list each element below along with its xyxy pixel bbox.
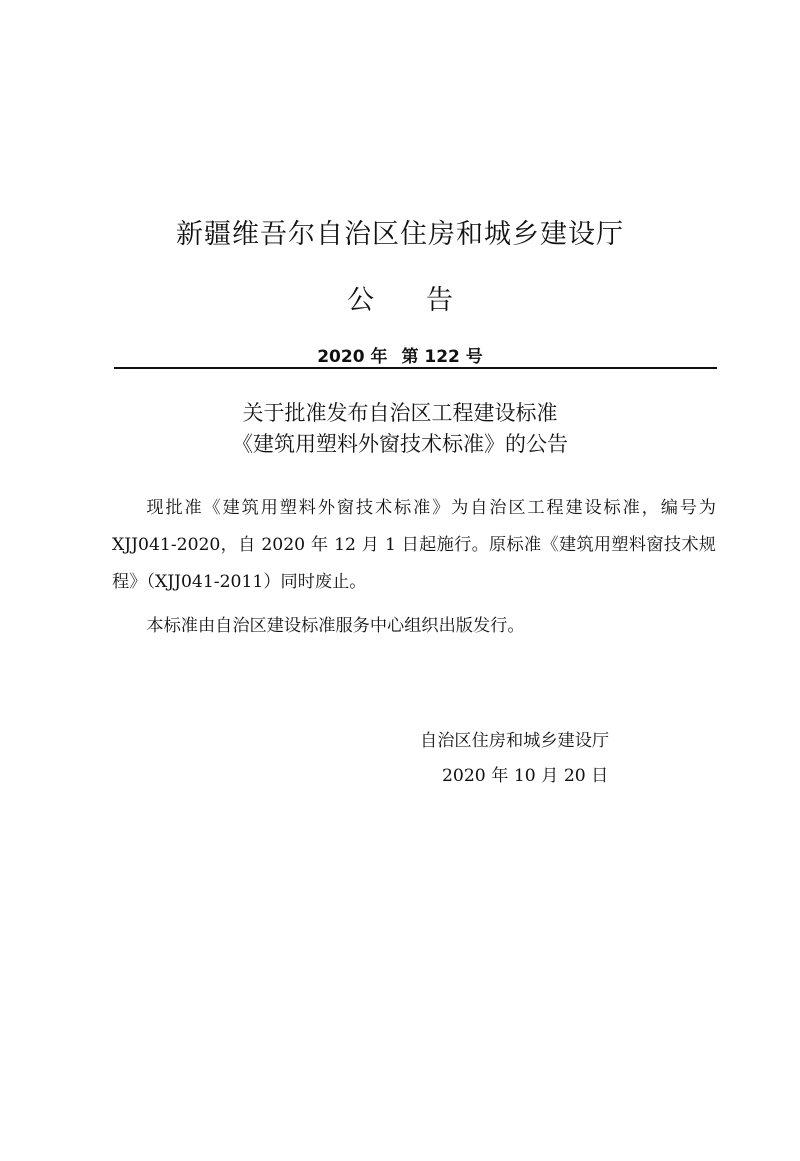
subject-line-1: 关于批准发布自治区工程建设标准 (242, 401, 558, 425)
document-type-char-1: 公 (347, 285, 374, 316)
signature-date: 2020 年 10 月 20 日 (442, 766, 609, 786)
signature-block (420, 724, 609, 794)
header-divider (114, 367, 717, 369)
document-number: 第 122 号 (401, 347, 483, 367)
notice-body (112, 490, 716, 652)
subject-line-2: 《建筑用塑料外窗技术标准》的公告 (232, 432, 568, 456)
issuing-authority: 新疆维吾尔自治区住房和城乡建设厅 (176, 219, 624, 250)
body-paragraph-2: 本标准由自治区建设标准服务中心组织出版发行。 (146, 616, 525, 636)
document-type-heading (0, 278, 800, 317)
document-year: 2020 年 (317, 347, 388, 367)
document-number-line (0, 342, 800, 367)
notice-subject (0, 398, 800, 460)
document-type-char-2: 告 (426, 285, 453, 316)
signature-organization: 自治区住房和城乡建设厅 (420, 731, 610, 751)
body-paragraph-1: 现批准《建筑用塑料外窗技术标准》为自治区工程建设标准，编号为 XJJ041-2020，自 2020 年 12 月 1 日起施行。原标准《建筑用塑料窗技术规程》（XJJ041-2011）同时废止。 (112, 498, 716, 592)
